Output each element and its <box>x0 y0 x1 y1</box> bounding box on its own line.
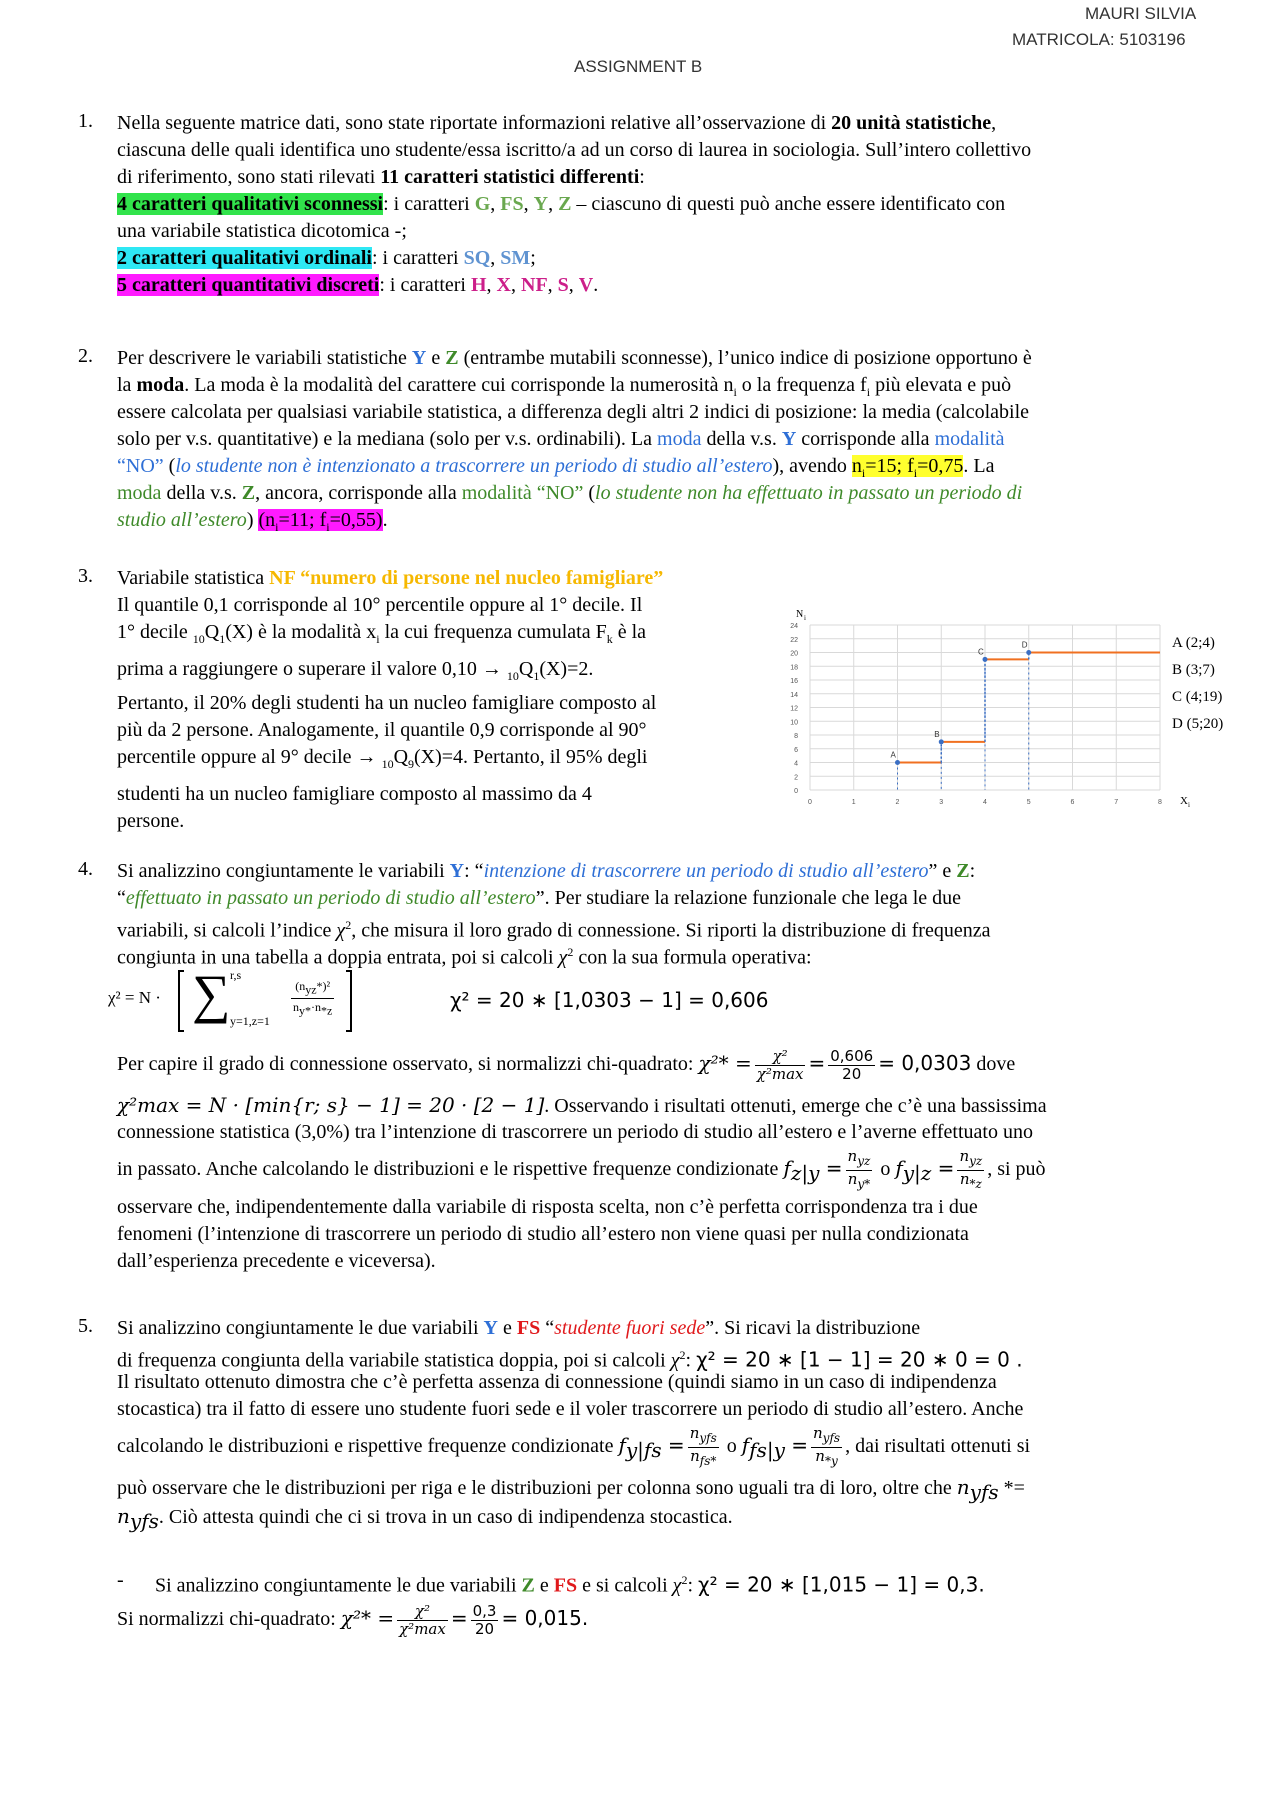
s3-line-4: prima a raggiungere o superare il valore $0,10 \to _{10}Q_1(X)=2$. <box>117 658 594 683</box>
x-axis-label-sub: i <box>1188 801 1190 809</box>
y-tick-label: 4 <box>794 760 798 768</box>
point-label: B <box>934 729 940 739</box>
section-2-number: 2. <box>78 345 93 367</box>
s1-line-6: 2 caratteri qualitativi ordinali: i caratteri SQ, SM; <box>117 247 536 269</box>
legend-c: C (4;19) <box>1172 689 1223 705</box>
x-tick-label: 7 <box>1114 799 1119 806</box>
s3-line-8: studenti ha un nucleo famigliare composto al massimo da 4 <box>117 783 592 805</box>
y-tick-label: 24 <box>790 623 798 630</box>
x-tick-label: 8 <box>1158 799 1162 806</box>
data-point <box>939 739 944 744</box>
s1-line-3: di riferimento, sono stati rilevati 11 caratteri statistici differenti: <box>117 166 645 188</box>
point-label: D <box>1021 640 1028 650</box>
student-matricola: MATRICOLA: 5103196 <box>1012 30 1186 49</box>
s3-line-5: Pertanto, il 20% degli studenti ha un nucleo famigliare composto al <box>117 692 657 714</box>
s2-line-3: essere calcolata per qualsiasi variabile statistica, a differenza degli altri 2 indici di posizione: la media (calcolabile <box>117 401 1030 423</box>
s4-line-9: in passato. Anche calcolando le distribuzioni e le rispettive frequenze condizionate $f_{z|y}$ = $\frac{n_{yz}}{n_{y*}}$ o $f_{y|z}$ = $\frac{n_{yz}}{n_{*z}}$ , si può <box>117 1147 1046 1191</box>
y-tick-label: 10 <box>790 719 798 727</box>
x-tick-label: 4 <box>983 799 987 806</box>
section-3-number: 3. <box>78 565 93 587</box>
legend-b: B (3;7) <box>1172 662 1215 678</box>
x-tick-label: 6 <box>1070 799 1075 806</box>
s1-line-5: una variabile statistica dicotomica -; <box>117 220 407 242</box>
s3-line-2: Il quantile 0,1 corrisponde al 10° percentile oppure al 1° decile. Il <box>117 594 643 616</box>
s3-line-1: Variabile statistica NF “numero di persone nel nucleo famigliare” <box>117 567 664 589</box>
y-tick-label: 0 <box>794 788 798 795</box>
s4-line-11: fenomeni (l’intenzione di trascorrere un periodo di studio all’estero non viene quasi per nulla condizionata <box>117 1223 969 1245</box>
student-name: MAURI SILVIA <box>1085 4 1197 23</box>
x-tick-label: 1 <box>851 799 856 806</box>
y-tick-label: 6 <box>794 746 798 754</box>
s3-line-3: 1° decile $_{10}Q_1(X)$ è la modalità $x_i$ la cui frequenza cumulata $F_k$ è la <box>117 621 647 646</box>
point-label: C <box>978 647 984 657</box>
s1-line-4: 4 caratteri qualitativi sconnessi: i caratteri G, FS, Y, Z – ciascuno di questi può anche essere identificato con <box>117 193 1006 215</box>
x-tick-label: 5 <box>1026 799 1031 806</box>
s4-line-2: “effettuato in passato un periodo di studio all’estero”. Per studiare la relazione funzionale che lega le due <box>117 887 962 909</box>
x-tick-label: 2 <box>895 799 900 806</box>
s2-line-2: la moda. La moda è la modalità del carattere cui corrisponde la numerosità $n_i$ o la frequenza $f_i$ più elevata e può <box>117 374 1012 399</box>
s2-line-1: Per descrivere le variabili statistiche Y e Z (entrambe mutabili sconnesse), l’unico indice di posizione opportuno è <box>117 347 1032 369</box>
y-tick-label: 14 <box>790 691 798 699</box>
y-tick-label: 22 <box>790 636 798 644</box>
section-5-number: 5. <box>78 1315 93 1337</box>
s5-line-2: di frequenza congiunta della variabile statistica doppia, poi si calcoli $\chi^2$: χ² = 20 ∗ [1 − 1] = 20 ∗ 0 = 0 . <box>117 1347 1023 1372</box>
s5-line-5: calcolando le distribuzioni e rispettive frequenze condizionate $f_{y|fs}$ = $\frac{n_{yfs}}{n_{fs*}}$ o $f_{fs|y}$ = $\frac{n_{yfs}}{n_{*y}}$ , dai risultati ottenuti si <box>117 1424 1031 1468</box>
s1-line-7: 5 caratteri quantitativi discreti: i caratteri H, X, NF, S, V. <box>117 274 599 296</box>
y-tick-label: 20 <box>790 650 798 658</box>
legend-a: A (2;4) <box>1172 635 1215 651</box>
s4-line-3: variabili, si calcoli l’indice $\chi^2$, che misura il loro grado di connessione. Si riporti la distribuzione di frequenza <box>117 918 991 942</box>
y-tick-label: 2 <box>794 774 798 782</box>
y-tick-label: 18 <box>790 664 798 672</box>
assignment-title: ASSIGNMENT B <box>574 57 703 76</box>
s5-line-9: Si normalizzi chi-quadrato: χ²* = $\frac{\text{χ²}}{\text{χ²max}}$ = $\frac{0,3}{20}$ = 0,015. <box>117 1602 589 1638</box>
s5-bullet-1: Si analizzino congiuntamente le due variabili Z e FS e si calcoli $\chi^2$: χ² = 20 ∗ [1,015 − 1] = 0,3. <box>155 1572 985 1597</box>
s4-line-8: connessione statistica (3,0%) tra l’intenzione di trascorrere un periodo di studio all’estero e l’averne effettuato uno <box>117 1121 1033 1143</box>
s5-bullet-dash: - <box>117 1569 124 1591</box>
chi-square-formula: χ² = N · ∑ r,s y=1,z=1 $(n_{yz}*)^2$ $n_{y*}\cdot n_{*z}$ <box>108 968 358 1030</box>
legend-d: D (5;20) <box>1172 716 1224 732</box>
data-point <box>895 760 900 765</box>
section-4-number: 4. <box>78 858 93 880</box>
y-axis-label-sub: i <box>804 614 806 622</box>
s5-line-7: $n_{yfs}$. Ciò attesta quindi che ci si trova in un caso di indipendenza stocastica. <box>117 1504 733 1533</box>
x-tick-label: 3 <box>939 799 944 806</box>
s4-line-6: Per capire il grado di connessione osservato, si normalizzi chi-quadrato: χ²* = $\frac{\text{χ²}}{\text{χ²max}}$ = $\frac{0,606}{20}$ = 0,0303 dove <box>117 1047 1016 1083</box>
point-label: A <box>890 750 896 760</box>
s4-line-1: Si analizzino congiuntamente le variabili Y: “intenzione di trascorrere un periodo di studio all’estero” e Z: <box>117 860 976 882</box>
s4-line-10: osservare che, indipendentemente dalla variabile di risposta scelta, non c’è perfetta corrispondenza tra i due <box>117 1196 978 1218</box>
s5-line-6: può osservare che le distribuzioni per riga e le distribuzioni per colonna sono uguali tra di loro, oltre che $n_{yfs}$ *= <box>117 1475 1025 1504</box>
s4-line-12: dall’esperienza precedente e viceversa). <box>117 1250 436 1272</box>
s2-line-4: solo per v.s. quantitative) e la mediana (solo per v.s. ordinabili). La moda della v.s. Y corrisponde alla modalità <box>117 428 1005 450</box>
section-1-number: 1. <box>78 110 93 132</box>
s1-line-2: ciascuna delle quali identifica uno studente/essa iscritto/a ad un corso di laurea in sociologia. Sull’intero collettivo <box>117 139 1032 161</box>
s3-line-6: più da 2 persone. Analogamente, il quantile 0,9 corrisponde al 90° <box>117 719 647 741</box>
s4-line-4: congiunta in una tabella a doppia entrata, poi si calcoli $\chi^2$ con la sua formula operativa: <box>117 945 812 969</box>
s2-line-6: moda della v.s. Z, ancora, corrisponde alla modalità “NO” (lo studente non ha effettuato in passato un periodo di <box>117 482 1023 504</box>
y-tick-label: 8 <box>794 733 798 740</box>
data-point <box>1026 650 1031 655</box>
data-point <box>983 657 988 662</box>
y-axis-label: N <box>796 609 804 620</box>
s3-line-9: persone. <box>117 810 185 832</box>
x-tick-label: 0 <box>808 799 812 806</box>
s3-line-7: percentile oppure al 9° decile → $_{10}Q_9(X)=4$. Pertanto, il 95% degli <box>117 746 648 771</box>
x-axis-label: X <box>1180 795 1188 807</box>
s1-line-1: Nella seguente matrice dati, sono state riportate informazioni relative all’osservazione di 20 unità statistiche, <box>117 112 997 134</box>
cumulative-frequency-chart <box>780 590 1190 820</box>
s5-line-3: Il risultato ottenuto dimostra che c’è perfetta assenza di connessione (quindi siamo in un caso di indipendenza <box>117 1371 997 1393</box>
y-tick-label: 16 <box>790 678 798 685</box>
y-tick-label: 12 <box>790 705 798 713</box>
chi-square-result: χ² = 20 ∗ [1,0303 − 1] = 0,606 <box>450 988 769 1012</box>
s5-line-1: Si analizzino congiuntamente le due variabili Y e FS “studente fuori sede”. Si ricavi la distribuzione <box>117 1317 921 1339</box>
s2-line-7: studio all’estero) ($n_i=11$; $f_i=0,55$). <box>117 509 388 534</box>
s5-line-4: stocastica) tra il fatto di essere uno studente fuori sede e il voler trascorrere un periodo di studio all’estero. Anche <box>117 1398 1024 1420</box>
s2-line-5: “NO” (lo studente non è intenzionato a trascorrere un periodo di studio all’estero), avendo $n_i=15$; $f_i=0,75$. La <box>117 455 995 480</box>
s4-line-7: χ²max = N · [min{r; s} − 1] = 20 · [2 − 1]. Osservando i risultati ottenuti, emerge che c’è una bassissima <box>117 1093 1047 1117</box>
